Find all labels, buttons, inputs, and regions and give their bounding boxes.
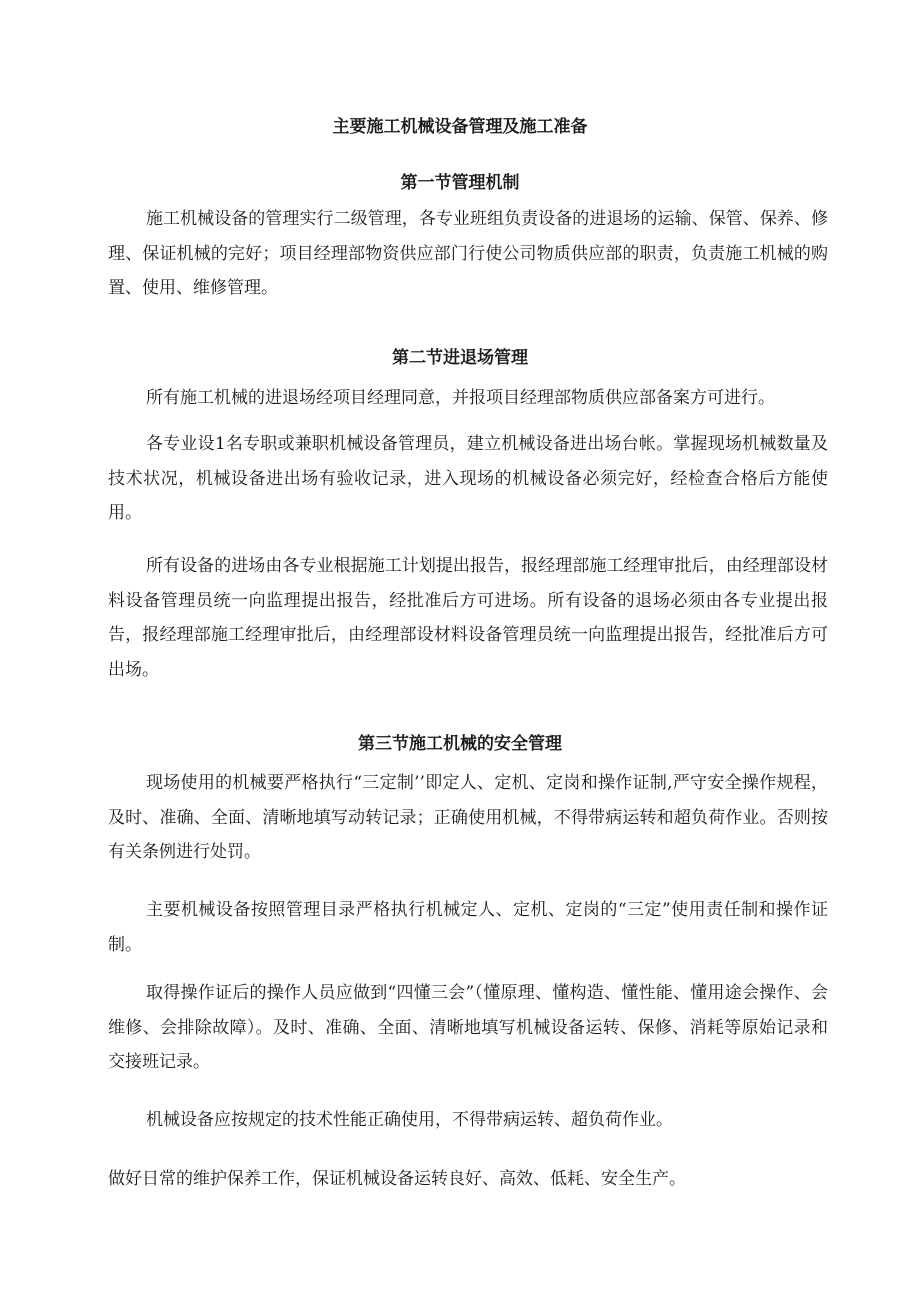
section-heading-3: 第三节施工机械的安全管理 bbox=[358, 734, 562, 754]
section-1-paragraph-1: 施工机械设备的管理实行二级管理，各专业班组负责设备的进退场的运输、保管、保养、修理、保证机械的完好；项目经理部物资供应部门行使公司物质供应部的职责，负责施工机械的购置、使用、维修管理。 bbox=[108, 209, 828, 298]
document-title: 主要施工机械设备管理及施工准备 bbox=[332, 117, 588, 137]
section-2-paragraph-2: 各专业设1名专职或兼职机械设备管理员，建立机械设备进出场台帐。掌握现场机械数量及技术状况，机械设备进出场有验收记录，进入现场的机械设备必须完好，经检查合格后方能使用。 bbox=[108, 434, 828, 523]
section-3-paragraph-4: 机械设备应按规定的技术性能正确使用，不得带病运转、超负荷作业。 bbox=[146, 1110, 673, 1130]
section-2-paragraph-3: 所有设备的进场由各专业根据施工计划提出报告，报经理部施工经理审批后，由经理部设材料设备管理员统一向监理提出报告，经批准后方可进场。所有设备的退场必须由各专业提出报告，报经理部施工经理审批后，由经理部设材料设备管理员统一向监理提出报告，经批准后方可出场。 bbox=[108, 556, 828, 680]
section-heading-2: 第二节进退场管理 bbox=[392, 348, 528, 368]
section-2-paragraph-1: 所有施工机械的进退场经项目经理同意，并报项目经理部物质供应部备案方可进行。 bbox=[146, 388, 775, 408]
section-heading-1: 第一节管理机制 bbox=[400, 173, 520, 193]
section-3-paragraph-2: 主要机械设备按照管理目录严格执行机械定人、定机、定岗的“三定”使用责任制和操作证制。 bbox=[108, 900, 828, 955]
section-3-paragraph-3: 取得操作证后的操作人员应做到“四懂三会”（懂原理、懂构造、懂性能、懂用途会操作、会维修、会排除故障）。及时、准确、全面、清晰地填写机械设备运转、保修、消耗等原始记录和交接班记录。 bbox=[108, 983, 828, 1072]
section-3-paragraph-5: 做好日常的维护保养工作，保证机械设备运转良好、高效、低耗、安全生产。 bbox=[108, 1169, 686, 1189]
section-3-paragraph-1: 现场使用的机械要严格执行“三定制’’即定人、定机、定岗和操作证制,严守安全操作规程，及时、准确、全面、清晰地填写动转记录；正确使用机械，不得带病运转和超负荷作业。否则按有关条例进行处罚。 bbox=[108, 773, 828, 862]
